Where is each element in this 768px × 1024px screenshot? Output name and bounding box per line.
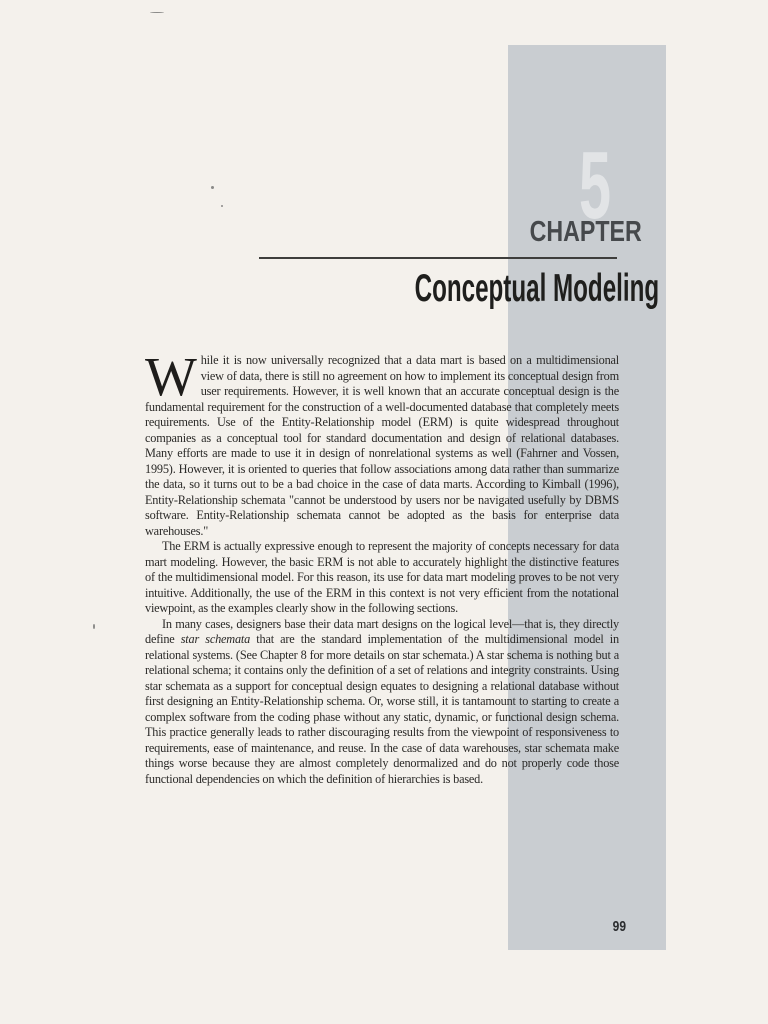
chapter-label: CHAPTER bbox=[529, 216, 642, 248]
body-text bbox=[145, 346, 619, 787]
scan-speck bbox=[211, 186, 214, 189]
paragraph-2: The ERM is actually expressive enough to represent the majority of concepts necessary for data mart modeling. However, the basic ERM is not able to accurately highlight the distinctive features of the multidimensional model. For this reason, its use for data mart modeling proves to be not very intuitive. Additionally, the use of the ERM in this context is not very efficient from the notational viewpoint, as the examples clearly show in the following sections. bbox=[145, 539, 619, 615]
page-title: Conceptual Modeling bbox=[414, 267, 660, 310]
title-rule bbox=[259, 257, 617, 259]
scan-speck bbox=[93, 624, 95, 629]
paragraph-3-text-start: In many cases, designers base their data mart designs on the logical level—that is, they directly define bbox=[145, 616, 619, 646]
scan-speck bbox=[221, 205, 223, 207]
page-number: 99 bbox=[612, 918, 626, 935]
paragraph-1-text: hile it is now universally recognized that a data mart is based on a multidimensional view of data, there is still no agreement on how to implement its conceptual design from user requirements. However, it is well known that an accurate conceptual design is the fundamental requirement for the construction of a well-documented database that completely meets requirements. Use of the Entity-Relationship model (ERM) is quite widespread throughout companies as a conceptual tool for standard documentation and design of relational databases. Many efforts are made to use it in design of nonrelational systems as well (Fahrner and Vossen, 1995). However, it is oriented to queries that follow associations among data rather than summarize the data, so it turns out to be a bad choice in the case of data marts. According to Kimball (1996), Entity-Relationship schemata "cannot be understood by users nor be navigated usefully by DBMS software. Entity-Relationship schemata cannot be adopted as the basis for enterprise data warehouses." bbox=[145, 353, 619, 538]
drop-cap: W bbox=[145, 346, 197, 407]
chapter-number: 5 bbox=[578, 132, 612, 239]
paragraph-3-text-end: that are the standard implementation of the multidimensional model in relational systems. (See Chapter 8 for more details on star schemata.) A star schema is nothing but a relational schema; it contains only the definition of a set of relations and integrity constraints. Using star schemata as a support for conceptual design equates to designing a relational database without first designing an Entity-Relationship schema. Or, worse still, it is tantamount to starting to create a complex software from the coding phase without any static, dynamic, or functional design schema. This practice generally leads to rather discouraging results from the viewpoint of responsiveness to requirements, ease of maintenance, and reuse. In the case of data warehouses, star schemata make things worse because they are almost completely denormalized and do not properly code those functional dependencies on which the definition of hierarchies is based. bbox=[145, 632, 619, 786]
emphasis-term: star schemata bbox=[180, 632, 251, 646]
paragraph-1 bbox=[145, 346, 619, 539]
paragraph-3 bbox=[145, 617, 619, 788]
scan-speck bbox=[150, 12, 164, 13]
